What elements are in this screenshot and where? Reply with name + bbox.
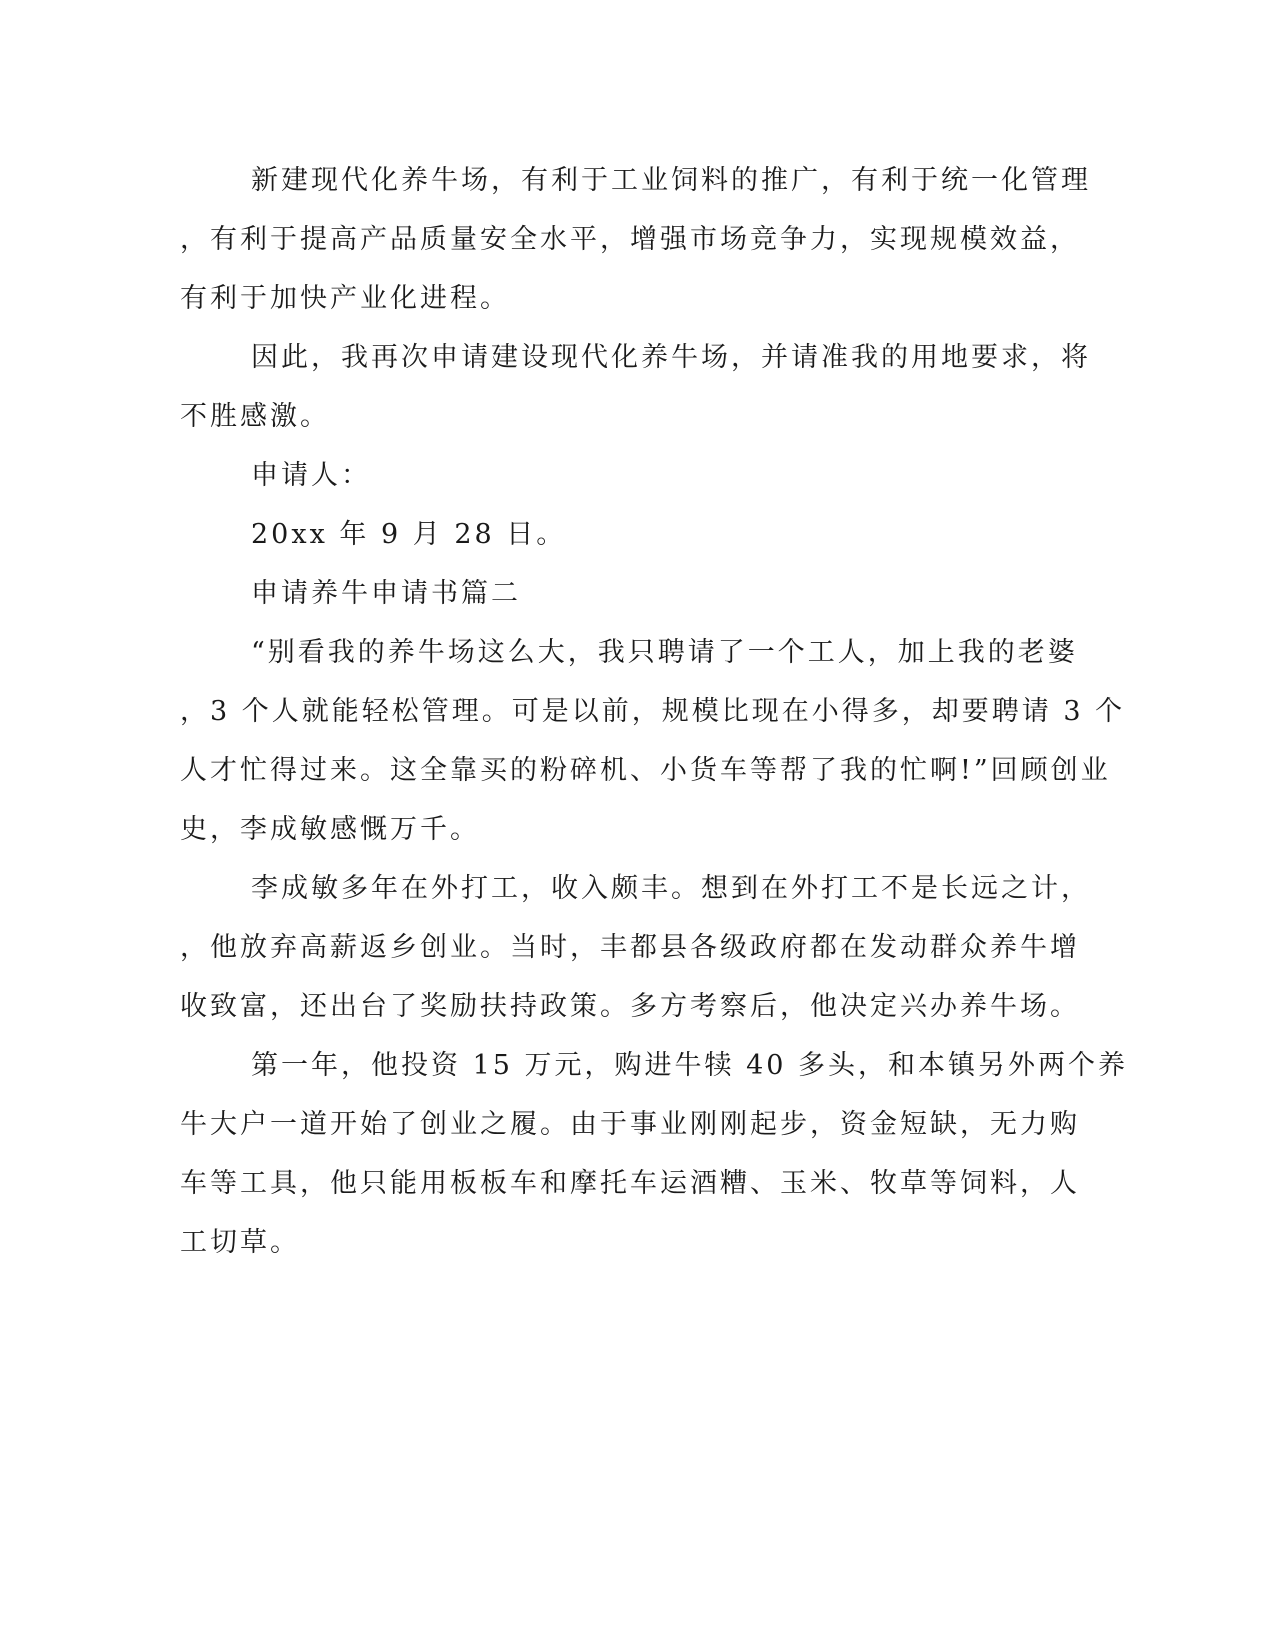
paragraph-2-line-2: 不胜感激。 [180, 401, 330, 432]
paragraph-2-line-1: 因此，我再次申请建设现代化养牛场，并请准我的用地要求，将 [251, 342, 1091, 373]
paragraph-5-line-2: 牛大户一道开始了创业之履。由于事业刚刚起步，资金短缺，无力购 [180, 1109, 1080, 1140]
section-title: 申请养牛申请书篇二 [251, 578, 521, 609]
applicant-label: 申请人： [251, 460, 371, 491]
paragraph-4-line-1: 李成敏多年在外打工，收入颇丰。想到在外打工不是长远之计， [251, 873, 1091, 904]
paragraph-3-line-3: 人才忙得过来。这全靠买的粉碎机、小货车等帮了我的忙啊!”回顾创业 [180, 755, 1111, 786]
paragraph-3-line-1: “别看我的养牛场这么大，我只聘请了一个工人，加上我的老婆 [251, 637, 1078, 668]
date-line: 20xx 年 9 月 28 日。 [251, 519, 567, 550]
paragraph-3-line-4: 史，李成敏感慨万千。 [180, 814, 480, 845]
paragraph-4-line-2: ，他放弃高薪返乡创业。当时，丰都县各级政府都在发动群众养牛增 [180, 932, 1080, 963]
paragraph-5-line-4: 工切草。 [180, 1227, 300, 1258]
paragraph-4-line-3: 收致富，还出台了奖励扶持政策。多方考察后，他决定兴办养牛场。 [180, 991, 1080, 1022]
paragraph-5-line-3: 车等工具，他只能用板板车和摩托车运酒糟、玉米、牧草等饲料，人 [180, 1168, 1080, 1199]
paragraph-1-line-2: ，有利于提高产品质量安全水平，增强市场竞争力，实现规模效益， [180, 224, 1080, 255]
paragraph-5-line-1: 第一年，他投资 15 万元，购进牛犊 40 多头，和本镇另外两个养 [251, 1050, 1129, 1081]
paragraph-1-line-1: 新建现代化养牛场，有利于工业饲料的推广，有利于统一化管理 [251, 165, 1091, 196]
paragraph-1-line-3: 有利于加快产业化进程。 [180, 283, 510, 314]
paragraph-3-line-2: ，3 个人就能轻松管理。可是以前，规模比现在小得多，却要聘请 3 个 [180, 696, 1126, 727]
